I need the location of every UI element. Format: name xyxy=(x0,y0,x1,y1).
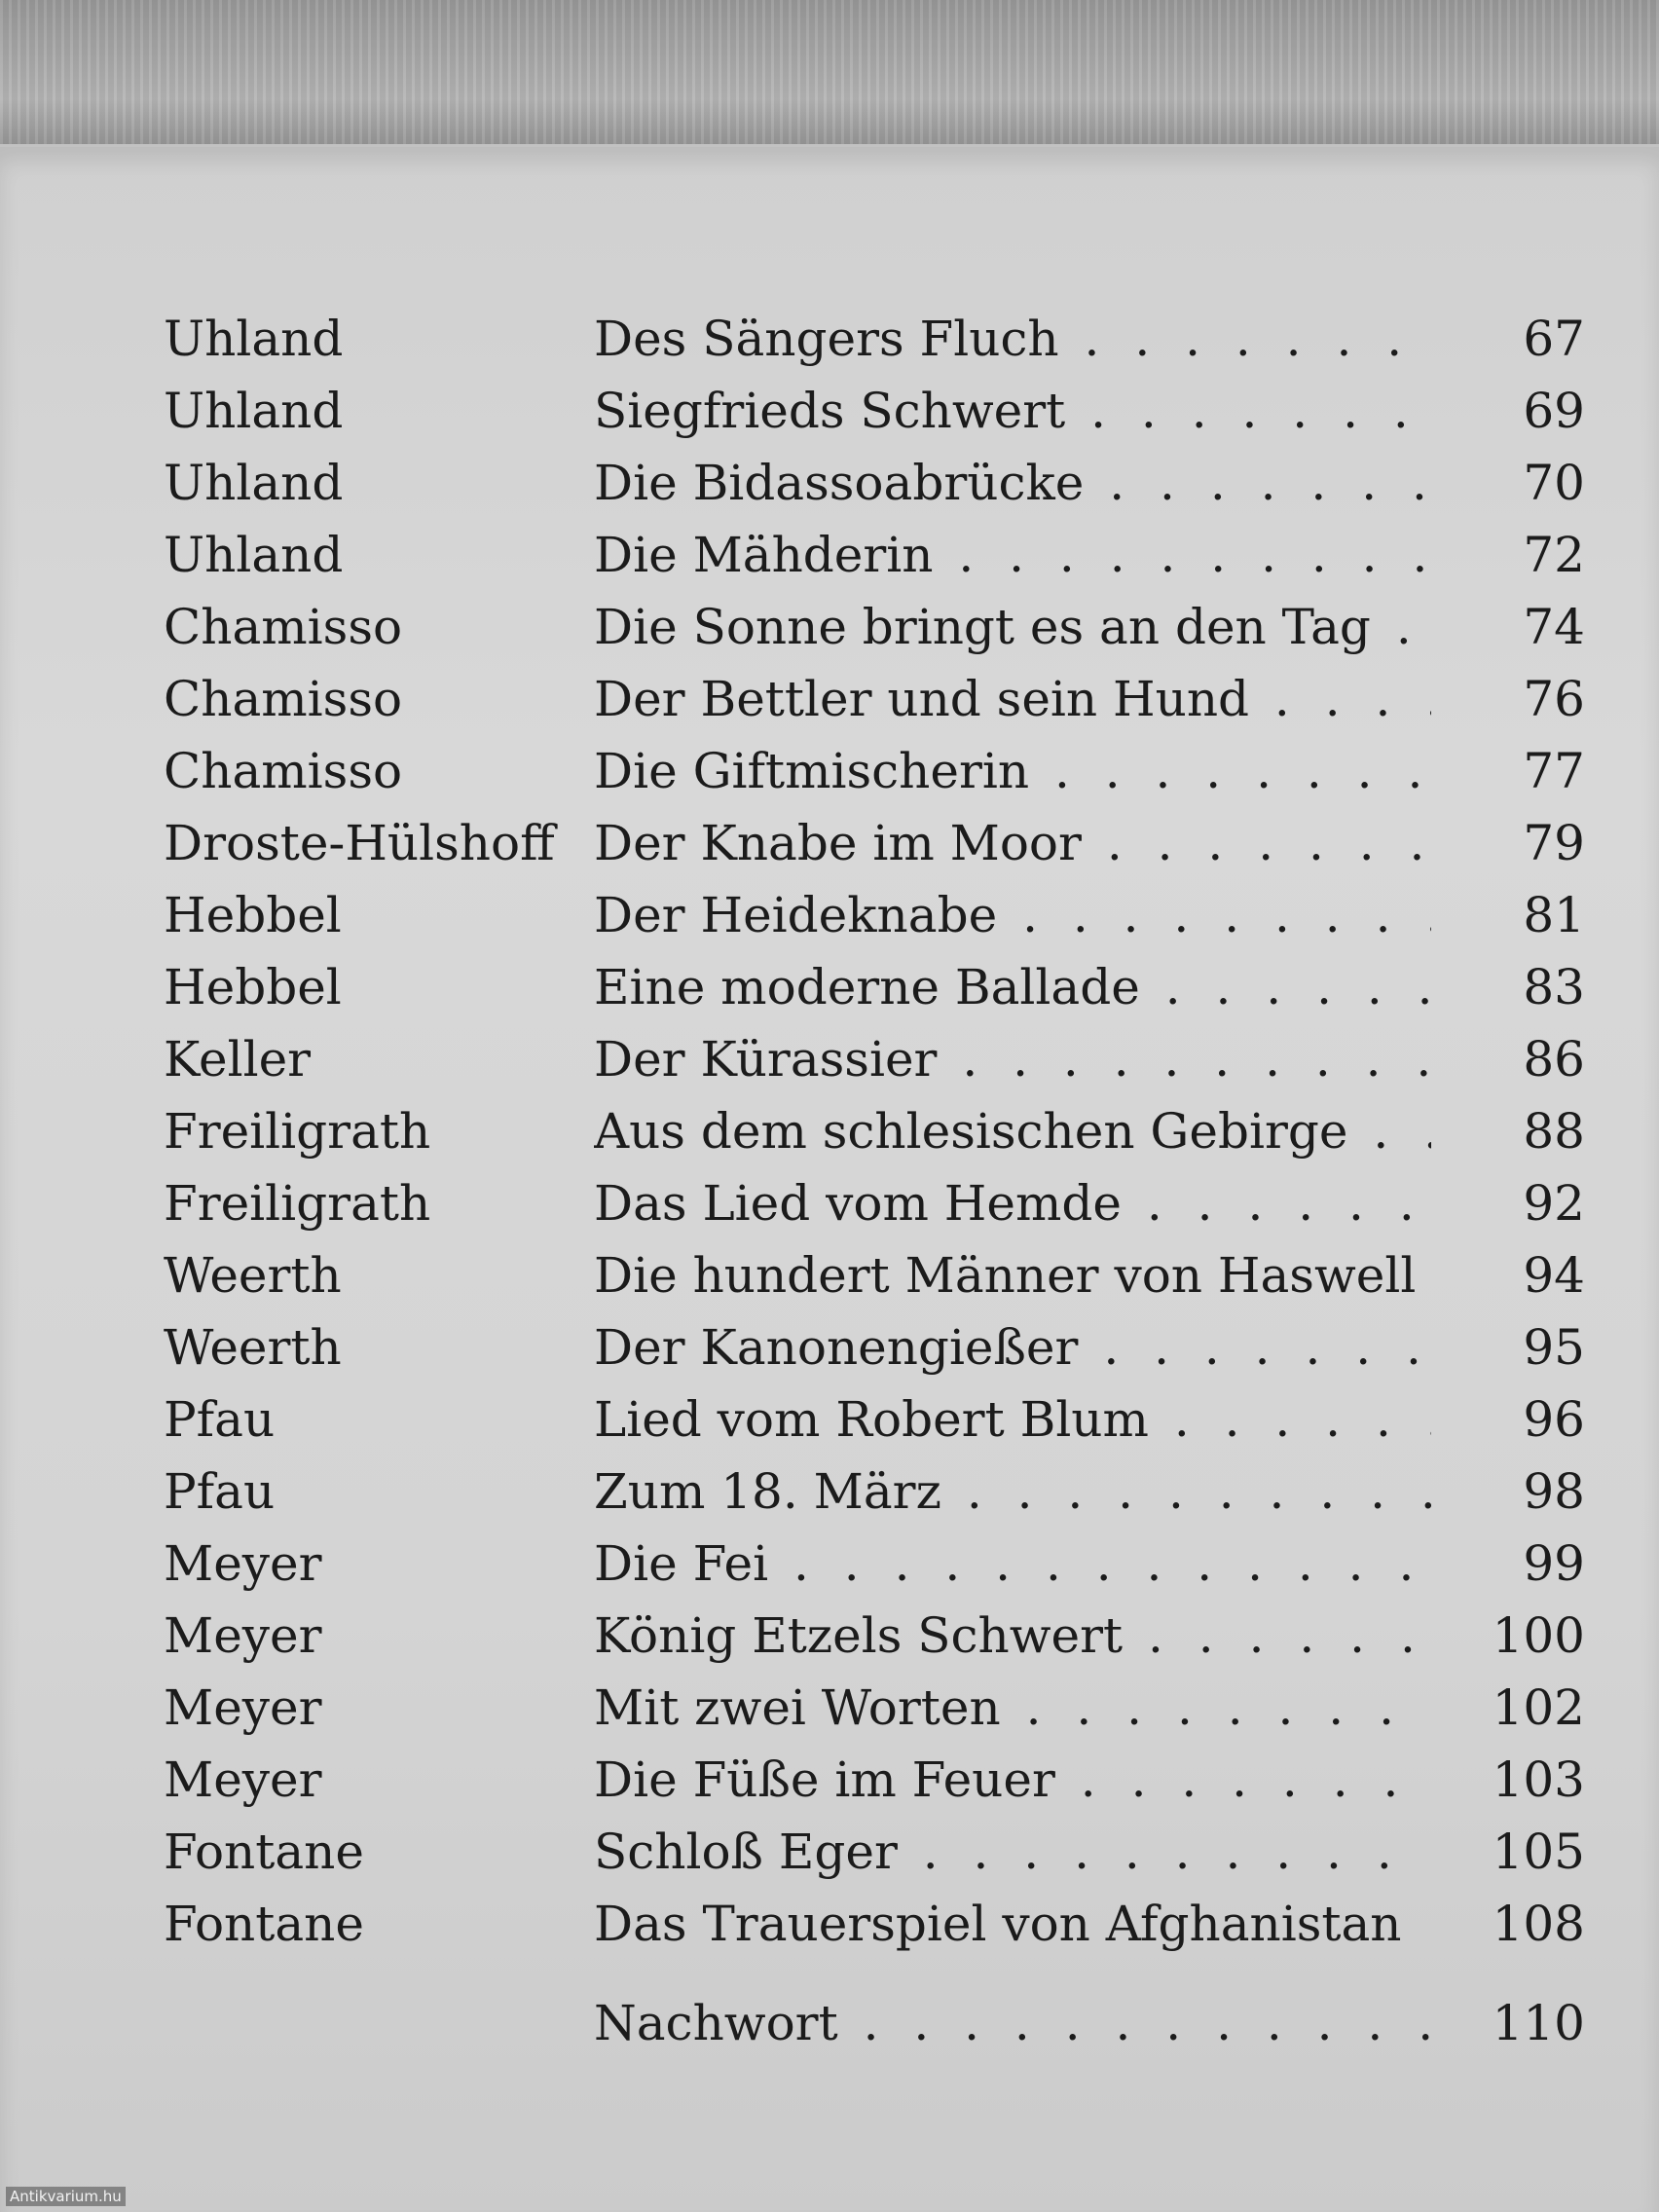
toc-title: Schloß Eger . . . xyxy=(594,1816,1431,1888)
toc-page-number: 92 xyxy=(1523,1175,1585,1232)
toc-entry xyxy=(164,303,1585,375)
background-surface xyxy=(0,0,1659,166)
toc-page-number: 67 xyxy=(1523,311,1585,367)
toc-afterword-title: Nachwort . . . xyxy=(594,1987,1431,2059)
toc-title: Der Knabe im Moor . . . xyxy=(594,807,1431,879)
watermark: Antikvarium.hu xyxy=(6,2187,126,2206)
toc-entry xyxy=(164,591,1585,663)
toc-author: Weerth xyxy=(164,1247,342,1304)
toc-author: Freiligrath xyxy=(164,1103,431,1160)
toc-title: Das Lied vom Hemde . . . xyxy=(594,1167,1431,1239)
toc-author: Uhland xyxy=(164,311,344,367)
toc-afterword-entry xyxy=(164,1987,1585,2059)
toc-title: Des Sängers Fluch . . . xyxy=(594,303,1431,375)
toc-author: Weerth xyxy=(164,1319,342,1376)
toc-entry xyxy=(164,1816,1585,1888)
toc-title: Siegfrieds Schwert . . . xyxy=(594,375,1431,447)
toc-entry xyxy=(164,1672,1585,1744)
toc-page-number: 79 xyxy=(1523,815,1585,871)
toc-author: Keller xyxy=(164,1031,312,1088)
toc-author: Meyer xyxy=(164,1679,322,1736)
toc-author: Uhland xyxy=(164,527,344,583)
toc-page-number: 95 xyxy=(1523,1319,1585,1376)
toc-entry xyxy=(164,807,1585,879)
toc-page-number: 72 xyxy=(1523,527,1585,583)
toc-entry xyxy=(164,951,1585,1023)
toc-author: Fontane xyxy=(164,1824,364,1880)
toc-entry xyxy=(164,1095,1585,1167)
toc-author: Pfau xyxy=(164,1463,276,1520)
toc-author: Uhland xyxy=(164,455,344,511)
toc-entry xyxy=(164,1167,1585,1239)
toc-title: Die Mähderin . . . xyxy=(594,519,1431,591)
toc-afterword-page-number: 110 xyxy=(1492,1995,1585,2051)
toc-title: Der Kürassier . . . xyxy=(594,1023,1431,1095)
toc-author: Droste-Hülshoff xyxy=(164,815,555,871)
toc-page-number: 81 xyxy=(1523,887,1585,943)
toc-entry xyxy=(164,1744,1585,1816)
toc-title: Die Füße im Feuer . . . xyxy=(594,1744,1431,1816)
toc-entry xyxy=(164,663,1585,735)
toc-author: Chamisso xyxy=(164,671,403,727)
toc-page-number: 88 xyxy=(1523,1103,1585,1160)
toc-page-number: 69 xyxy=(1523,383,1585,439)
toc-title: Lied vom Robert Blum . . . xyxy=(594,1383,1431,1456)
toc-title: Die Giftmischerin . . . xyxy=(594,735,1431,807)
toc-entry xyxy=(164,879,1585,951)
toc-author: Hebbel xyxy=(164,959,342,1015)
toc-entry xyxy=(164,375,1585,447)
toc-page-number: 76 xyxy=(1523,671,1585,727)
toc-entry xyxy=(164,1600,1585,1672)
toc-page-number: 94 xyxy=(1523,1247,1585,1304)
toc-entry xyxy=(164,519,1585,591)
toc-title: Der Heideknabe . . . xyxy=(594,879,1431,951)
toc-title: Mit zwei Worten . . . xyxy=(594,1672,1431,1744)
toc-page-number: 74 xyxy=(1523,599,1585,655)
toc-title: Eine moderne Ballade . . . xyxy=(594,951,1431,1023)
toc-page-number: 96 xyxy=(1523,1391,1585,1448)
toc-title: Das Trauerspiel von Afghanistan . . . xyxy=(594,1888,1431,1960)
toc-page-number: 103 xyxy=(1492,1751,1585,1808)
toc-author: Fontane xyxy=(164,1896,364,1952)
toc-author: Freiligrath xyxy=(164,1175,431,1232)
toc-author: Meyer xyxy=(164,1607,322,1664)
toc-title: Die Fei . . . xyxy=(594,1528,1431,1600)
toc-page-number: 100 xyxy=(1492,1607,1585,1664)
toc-title: Die Sonne bringt es an den Tag . . . xyxy=(594,591,1431,663)
toc-title: König Etzels Schwert . . . xyxy=(594,1600,1431,1672)
toc-title: Aus dem schlesischen Gebirge . . . xyxy=(594,1095,1431,1167)
toc-entry xyxy=(164,735,1585,807)
toc-entry xyxy=(164,1023,1585,1095)
toc-title: Der Kanonengießer . . . xyxy=(594,1311,1431,1383)
table-of-contents xyxy=(164,303,1585,2059)
toc-title: Zum 18. März . . . xyxy=(594,1456,1431,1528)
toc-entry xyxy=(164,1528,1585,1600)
toc-title: Der Bettler und sein Hund . . . xyxy=(594,663,1431,735)
toc-title: Die hundert Männer von Haswell . . . xyxy=(594,1239,1431,1311)
toc-entry xyxy=(164,1311,1585,1383)
toc-author: Uhland xyxy=(164,383,344,439)
toc-entry xyxy=(164,1383,1585,1456)
toc-entry xyxy=(164,447,1585,519)
toc-page-number: 105 xyxy=(1492,1824,1585,1880)
toc-page-number: 99 xyxy=(1523,1535,1585,1592)
toc-author: Hebbel xyxy=(164,887,342,943)
toc-page-number: 98 xyxy=(1523,1463,1585,1520)
toc-title: Die Bidassoabrücke . . . xyxy=(594,447,1431,519)
toc-author: Meyer xyxy=(164,1751,322,1808)
toc-entry xyxy=(164,1456,1585,1528)
toc-author: Pfau xyxy=(164,1391,276,1448)
toc-author: Meyer xyxy=(164,1535,322,1592)
toc-entry xyxy=(164,1888,1585,1960)
toc-page-number: 77 xyxy=(1523,743,1585,799)
toc-page-number: 86 xyxy=(1523,1031,1585,1088)
toc-entry xyxy=(164,1239,1585,1311)
toc-page-number: 108 xyxy=(1492,1896,1585,1952)
book-page xyxy=(0,144,1659,2212)
toc-author: Chamisso xyxy=(164,599,403,655)
toc-page-number: 70 xyxy=(1523,455,1585,511)
toc-author: Chamisso xyxy=(164,743,403,799)
toc-page-number: 102 xyxy=(1492,1679,1585,1736)
toc-page-number: 83 xyxy=(1523,959,1585,1015)
